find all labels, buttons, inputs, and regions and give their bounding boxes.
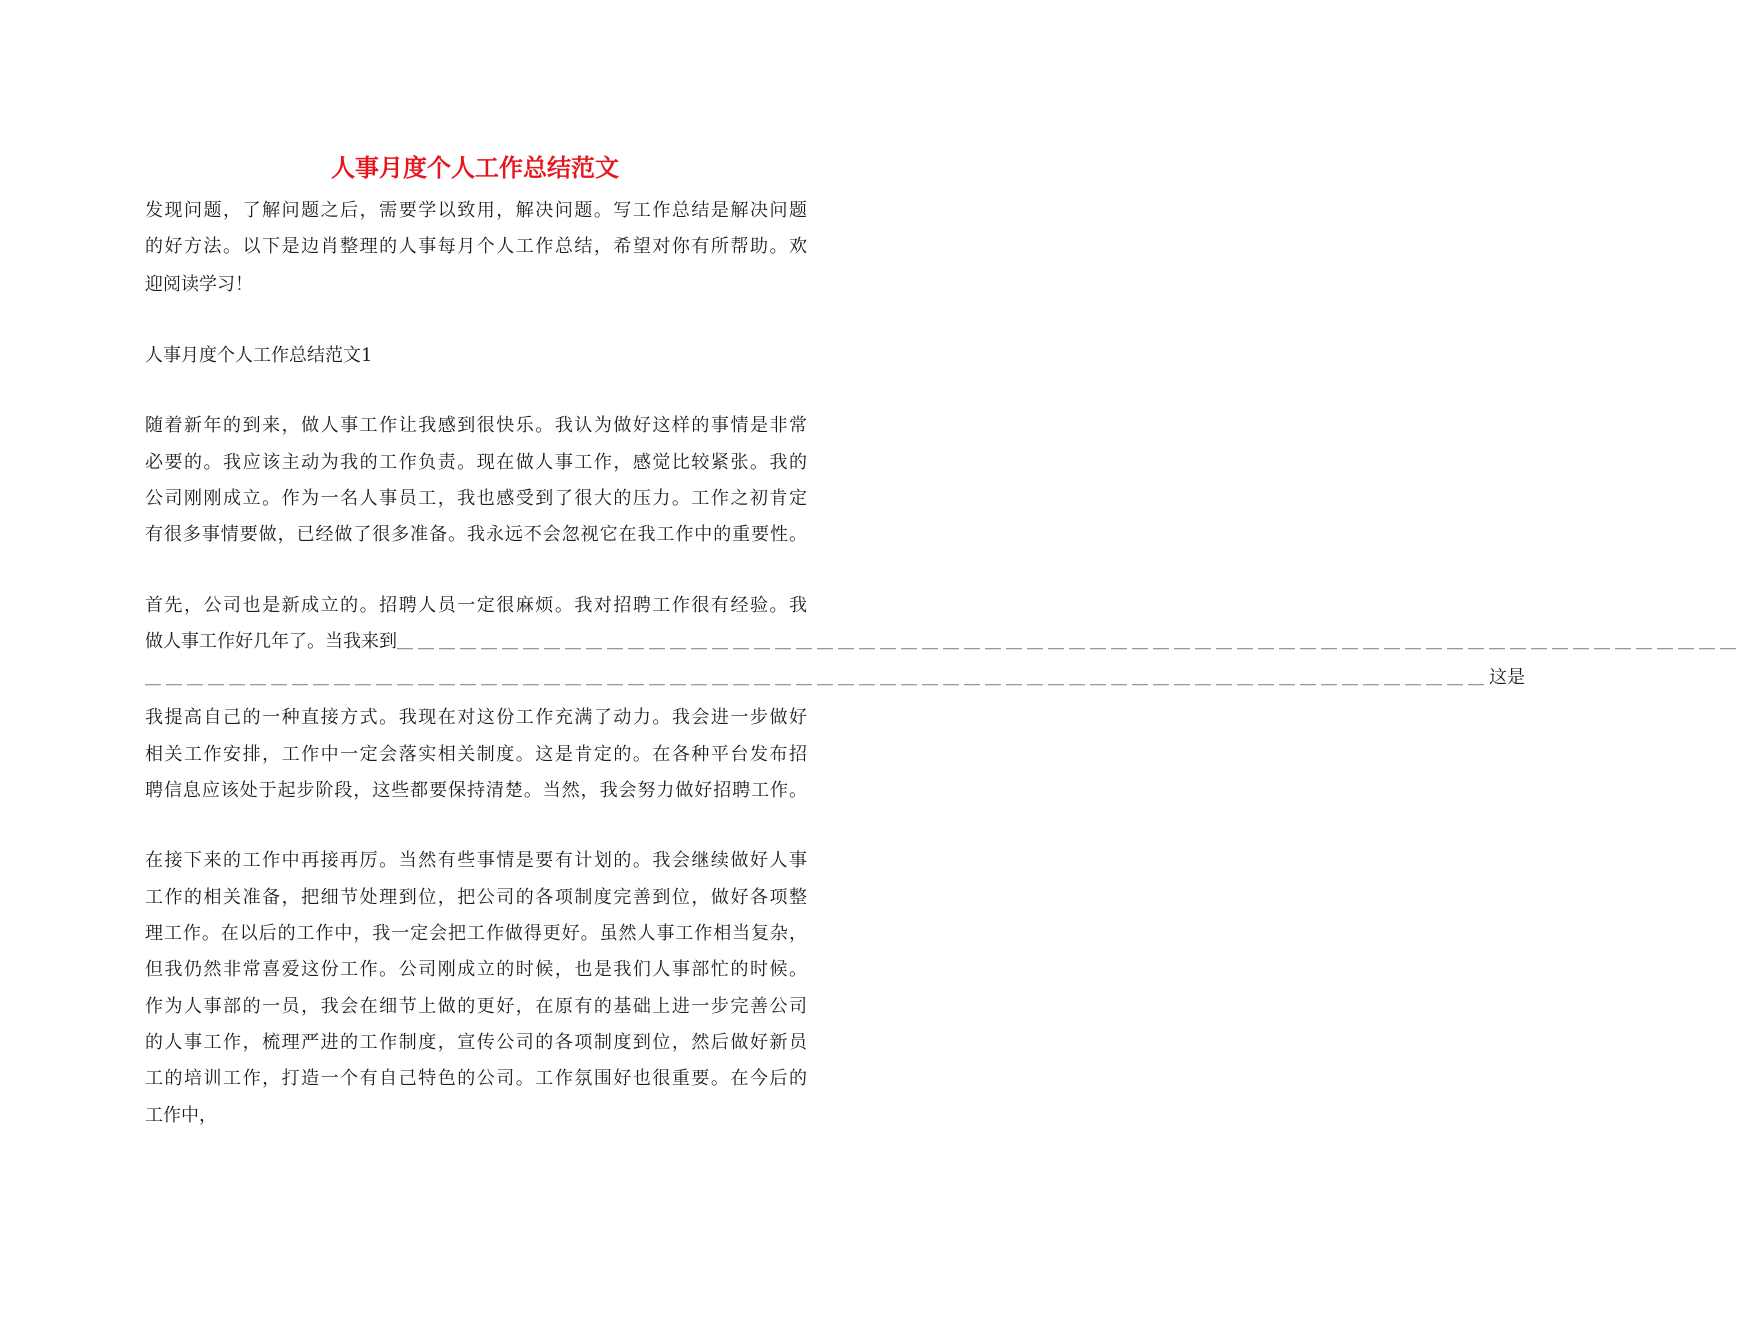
para3-line-7: 工的培训工作，打造一个有自己特色的公司。工作氛围好也很重要。在今后的: [145, 1068, 807, 1089]
para2-line-2: [145, 629, 1741, 655]
para1-line-3: 公司刚刚成立。作为一名人事员工，我也感受到了很大的压力。工作之初肯定: [145, 488, 807, 509]
para3-line-2: 工作的相关准备，把细节处理到位，把公司的各项制度完善到位，做好各项整: [145, 887, 807, 908]
para1-line-1: 随着新年的到来，做人事工作让我感到很快乐。我认为做好这样的事情是非常: [145, 415, 807, 436]
para2-line-5: 相关工作安排，工作中一定会落实相关制度。这是肯定的。在各种平台发布招: [145, 744, 807, 765]
document-title: 人事月度个人工作总结范文: [331, 153, 619, 182]
intro-line-2: 的好方法。以下是边肖整理的人事每月个人工作总结，希望对你有所帮助。欢: [145, 236, 807, 257]
para3-line-3: 理工作。在以后的工作中，我一定会把工作做得更好。虽然人事工作相当复杂，: [145, 923, 807, 944]
para1-line-4: 有很多事情要做，已经做了很多准备。我永远不会忽视它在我工作中的重要性。: [145, 524, 807, 545]
fill-in-blank-2: ＿＿＿＿＿＿＿＿＿＿＿＿＿＿＿＿＿＿＿＿＿＿＿＿＿＿＿＿＿＿＿＿＿＿＿＿＿＿＿＿＿＿＿＿＿＿＿＿＿＿＿＿＿＿＿＿＿＿＿＿＿＿＿＿: [145, 668, 1490, 687]
para2-line-2-text: 做人事工作好几年了。当我来到: [145, 631, 397, 652]
para3-line-5: 作为人事部的一员，我会在细节上做的更好，在原有的基础上进一步完善公司: [145, 996, 807, 1017]
para3-line-8: 工作中，: [145, 1105, 217, 1126]
para2-line-6: 聘信息应该处于起步阶段，这些都要保持清楚。当然，我会努力做好招聘工作。: [145, 780, 807, 801]
para3-line-1: 在接下来的工作中再接再厉。当然有些事情是要有计划的。我会继续做好人事: [145, 850, 807, 871]
intro-line-3: 迎阅读学习！: [145, 274, 253, 295]
para2-line-4: 我提高自己的一种直接方式。我现在对这份工作充满了动力。我会进一步做好: [145, 707, 807, 728]
fill-in-blank-1: ＿＿＿＿＿＿＿＿＿＿＿＿＿＿＿＿＿＿＿＿＿＿＿＿＿＿＿＿＿＿＿＿＿＿＿＿＿＿＿＿＿＿＿＿＿＿＿＿＿＿＿＿＿＿＿＿＿＿＿＿＿＿＿＿: [397, 632, 1741, 651]
para2-line-1: 首先，公司也是新成立的。招聘人员一定很麻烦。我对招聘工作很有经验。我: [145, 595, 807, 616]
para2-line-3-text: 这是: [1489, 667, 1526, 688]
para2-line-3: [145, 665, 1526, 691]
para3-line-6: 的人事工作，梳理严进的工作制度，宣传公司的各项制度到位，然后做好新员: [145, 1032, 807, 1053]
intro-line-1: 发现问题，了解问题之后，需要学以致用，解决问题。写工作总结是解决问题: [145, 200, 807, 221]
para3-line-4: 但我仍然非常喜爱这份工作。公司刚成立的时候，也是我们人事部忙的时候。: [145, 959, 807, 980]
para1-line-2: 必要的。我应该主动为我的工作负责。现在做人事工作，感觉比较紧张。我的: [145, 452, 807, 473]
section-heading: 人事月度个人工作总结范文1: [145, 345, 373, 366]
